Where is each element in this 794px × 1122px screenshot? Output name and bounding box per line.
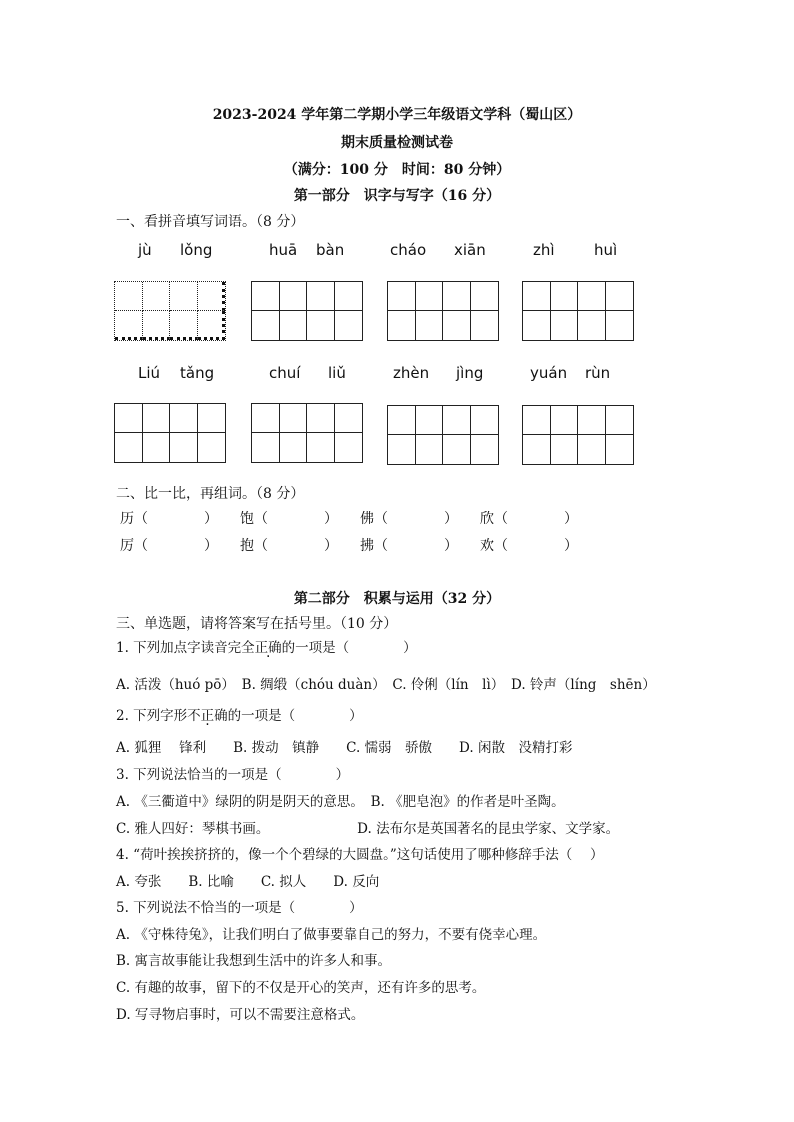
writing-grid[interactable]: [522, 281, 634, 341]
question-1: [116, 636, 417, 656]
pinyin: zhèn: [393, 364, 430, 382]
question-2-tail: 的一项是（ ）: [227, 708, 363, 724]
question-3-options-cd: C. 雅人四好：琴棋书画。 D. 法布尔是英国著名的昆虫学家、文学家。: [116, 821, 620, 837]
pinyin: Liú: [138, 364, 161, 382]
question-1-options: A. 活泼（huó pō） B. 绸缎（chóu duàn） C. 伶俐（lín lì） D. 铃声（líng shēn）: [116, 677, 656, 693]
writing-grid[interactable]: [251, 403, 363, 463]
writing-grid[interactable]: [522, 405, 634, 465]
compare-item[interactable]: 佛（ ）: [360, 511, 458, 527]
emphasis-mark: [255, 640, 282, 656]
compare-item[interactable]: 拂（ ）: [360, 538, 458, 554]
q1-title: 一、看拼音填写词语。（8 分）: [116, 214, 305, 230]
writing-grid[interactable]: [251, 281, 363, 341]
q2-title: 二、比一比，再组词。（8 分）: [116, 486, 305, 502]
emphasis-text: 正确: [254, 640, 282, 656]
pinyin: huā: [269, 241, 298, 259]
pinyin: lǒng: [180, 241, 213, 259]
pinyin: chuí: [269, 364, 301, 382]
emphasis-mark: [187, 708, 228, 724]
emphasis-text: 不正确: [187, 708, 228, 724]
pinyin: cháo: [390, 241, 427, 259]
pinyin: liǔ: [328, 364, 346, 382]
part2-heading: 第二部分 积累与运用（32 分）: [293, 591, 501, 607]
question-5: 5. 下列说法不恰当的一项是（ ）: [116, 900, 363, 916]
pinyin: xiān: [454, 241, 486, 259]
question-1-tail: 的一项是（ ）: [281, 640, 417, 656]
question-5-option-b: B. 寓言故事能让我想到生活中的许多人和事。: [116, 953, 392, 969]
compare-item[interactable]: 抱（ ）: [240, 538, 338, 554]
exam-score-time: （满分：100 分 时间：80 分钟）: [283, 162, 511, 178]
writing-grid[interactable]: [114, 403, 226, 463]
part1-heading: 第一部分 识字与写字（16 分）: [293, 188, 501, 204]
exam-subtitle: 期末质量检测试卷: [341, 135, 453, 151]
question-5-option-d: D. 写寻物启事时，可以不需要注意格式。: [116, 1007, 365, 1023]
question-2: [116, 704, 363, 724]
pinyin: yuán: [530, 364, 568, 382]
pinyin: rùn: [585, 364, 611, 382]
compare-item[interactable]: 欣（ ）: [480, 511, 578, 527]
compare-item[interactable]: 饱（ ）: [240, 511, 338, 527]
question-2-options: A. 狐狸 锋利 B. 拨动 镇静 C. 懦弱 骄傲 D. 闲散 没精打彩: [116, 740, 573, 756]
question-4-options: A. 夸张 B. 比喻 C. 拟人 D. 反向: [116, 874, 380, 890]
pinyin: bàn: [316, 241, 345, 259]
pinyin: jìng: [456, 364, 484, 382]
writing-grid[interactable]: [387, 405, 499, 465]
pinyin: huì: [594, 241, 618, 259]
compare-item[interactable]: 历（ ）: [120, 511, 218, 527]
writing-grid[interactable]: [114, 281, 226, 341]
question-2-text: 2. 下列字形: [116, 708, 188, 724]
question-3: 3. 下列说法恰当的一项是（ ）: [116, 767, 350, 783]
question-5-option-c: C. 有趣的故事，留下的不仅是开心的笑声，还有许多的思考。: [116, 980, 486, 996]
compare-item[interactable]: 欢（ ）: [480, 538, 578, 554]
exam-title: 2023-2024 学年第二学期小学三年级语文学科（蜀山区）: [212, 107, 582, 123]
writing-grid[interactable]: [387, 281, 499, 341]
question-4: 4. “荷叶挨挨挤挤的，像一个个碧绿的大圆盘。”这句话使用了哪种修辞手法（ ）: [116, 847, 604, 863]
question-1-text: 1. 下列加点字读音完全: [116, 640, 255, 656]
question-5-option-a: A. 《守株待兔》，让我们明白了做事要靠自己的努力，不要有侥幸心理。: [116, 927, 547, 943]
pinyin: tǎng: [180, 364, 215, 382]
pinyin: zhì: [533, 241, 555, 259]
question-3-options-ab: A. 《三衢道中》绿阴的阴是阴天的意思。 B. 《肥皂泡》的作者是叶圣陶。: [116, 794, 565, 810]
compare-item[interactable]: 厉（ ）: [120, 538, 218, 554]
pinyin: jù: [138, 241, 152, 259]
q3-title: 三、单选题，请将答案写在括号里。（10 分）: [116, 616, 398, 632]
